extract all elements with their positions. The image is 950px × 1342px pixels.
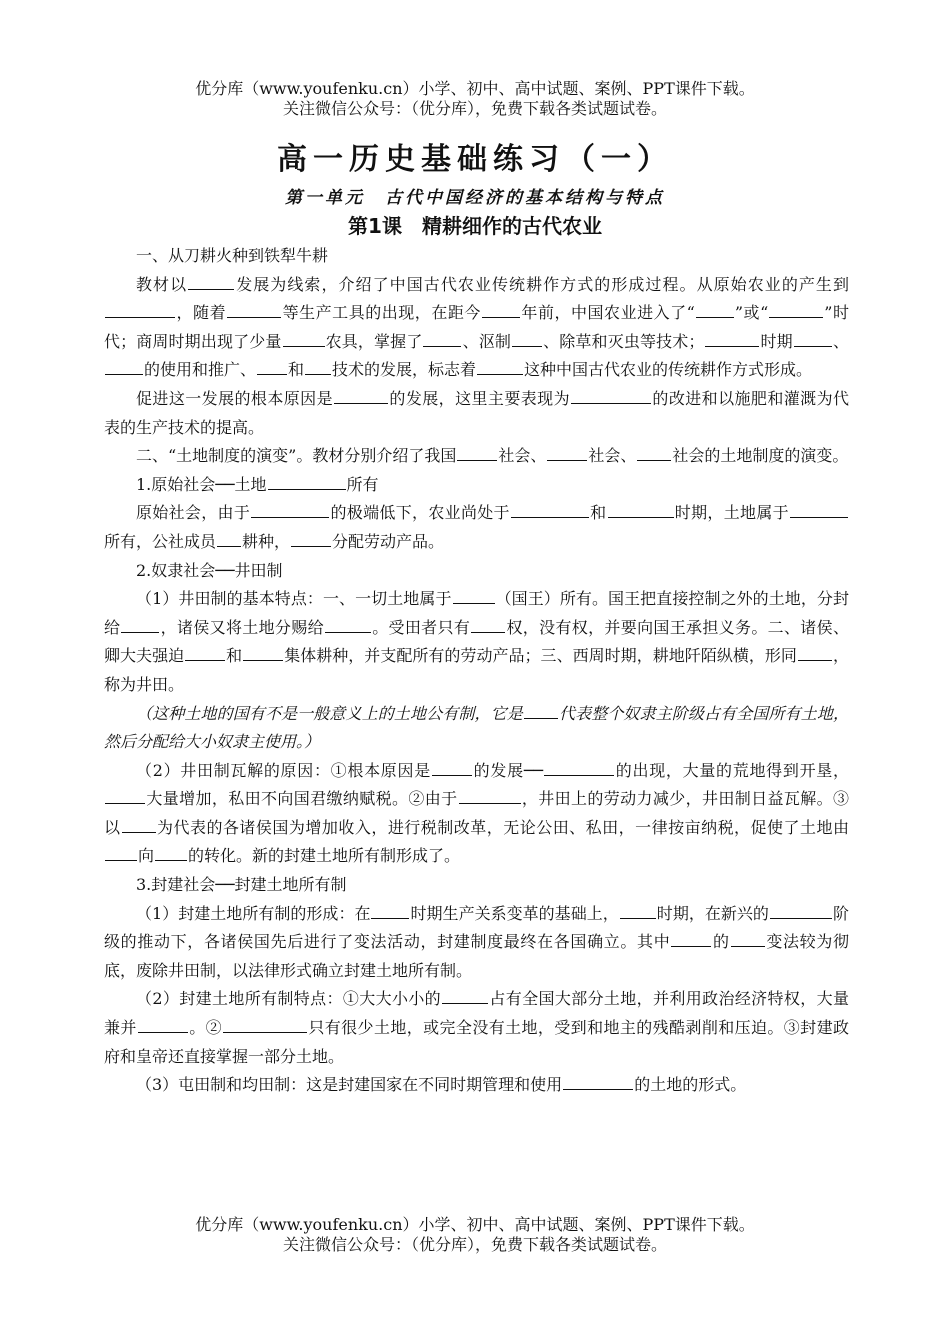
- document-title: 高一历史基础练习（一）: [277, 142, 673, 177]
- blank[interactable]: [121, 631, 159, 633]
- blank[interactable]: [620, 917, 656, 919]
- blank[interactable]: [371, 917, 409, 919]
- blank[interactable]: [188, 288, 234, 290]
- subsection-3-heading: 3.封建社会──封建土地所有制: [136, 875, 347, 895]
- blank[interactable]: [155, 859, 187, 861]
- blank[interactable]: [482, 316, 520, 318]
- blank[interactable]: [325, 631, 371, 633]
- section-1-paragraph-2: 促进这一发展的根本原因是 的发展，这里主要表现为 的改进和以施肥和灌溉为代表的生产技术的提高。: [104, 388, 849, 437]
- blank[interactable]: [524, 717, 558, 719]
- blank[interactable]: [227, 316, 281, 318]
- blank[interactable]: [105, 373, 143, 375]
- blank[interactable]: [334, 402, 388, 404]
- blank[interactable]: [459, 802, 521, 804]
- blank[interactable]: [283, 345, 325, 347]
- subsection-2-paragraph-1: （1）井田制的基本特点：一、一切土地属于 （国王）所有。国王把直接控制之外的土地，分封给 ，诸侯又将土地分赐给 。受田者只有 权，没有权，并要向国王承担义务。二、诸侯、卿大夫强迫 和 集体耕种，并支配所有的劳动产品；三、西周时期，耕地阡陌纵横，形同 ，称为井田。: [104, 589, 849, 694]
- blank[interactable]: [105, 316, 175, 318]
- subsection-3-paragraph-2: （2）封建土地所有制特点：①大大小小的 占有全国大部分土地，并利用政治经济特权，大量兼并 。② 只有很少土地，或完全没有土地，受到和地主的残酷剥削和压迫。③封建政府和皇帝还直接掌握一部分土地。: [104, 989, 849, 1066]
- page-footer: [0, 1215, 950, 1255]
- blank[interactable]: [453, 602, 495, 604]
- blank[interactable]: [185, 659, 225, 661]
- blank[interactable]: [563, 1088, 633, 1090]
- subsection-2-paragraph-2: （2）井田制瓦解的原因：①根本原因是 的发展── 的出现，大量的荒地得到开垦，大量增加，私田不向国君缴纳赋税。②由于 ，井田上的劳动力减少，井田制日益瓦解。③以 为代表的各诸侯国为增加收入，进行税制改革，无论公田、私田，一律按亩纳税，促使了土地由向 的转化。新的封建土地所有制形成了。: [104, 760, 849, 866]
- blank[interactable]: [769, 316, 823, 318]
- footer-line-1: 优分库（www.youfenku.cn）小学、初中、高中试题、案例、PPT课件下载。: [195, 1215, 755, 1234]
- blank[interactable]: [268, 488, 346, 490]
- header-line-1: 优分库（www.youfenku.cn）小学、初中、高中试题、案例、PPT课件下载。: [195, 79, 755, 98]
- blank[interactable]: [432, 774, 472, 776]
- blank[interactable]: [705, 345, 759, 347]
- blank[interactable]: [790, 516, 848, 518]
- blank[interactable]: [696, 316, 734, 318]
- unit-title: 第一单元 古代中国经济的基本结构与特点: [285, 188, 665, 208]
- subsection-1-heading: 1.原始社会──土地 所有: [136, 474, 379, 494]
- blank[interactable]: [138, 1031, 188, 1033]
- subsection-3-paragraph-3: （3）屯田制和均田制：这是封建国家在不同时期管理和使用 的土地的形式。: [136, 1075, 747, 1095]
- page-header: [0, 79, 950, 119]
- blank[interactable]: [423, 345, 461, 347]
- document-body: [104, 242, 849, 1100]
- blank[interactable]: [608, 516, 674, 518]
- section-1-paragraph-1: 教材以 发展为线索，介绍了中国古代农业传统耕作方式的形成过程。从原始农业的产生到，随着 等生产工具的出现，在距今 年前，中国农业进入了“ ”或“ ”时代；商周时期出现了少量 农具，掌握了 、沤制 、除草和灭虫等技术； 时期 、的使用和推广、 和 技术的发展，标志着 这种中国古代农业的传统耕作方式形成。: [104, 274, 849, 380]
- blank[interactable]: [571, 402, 651, 404]
- blank[interactable]: [291, 545, 331, 547]
- blank[interactable]: [637, 459, 671, 461]
- blank[interactable]: [243, 659, 283, 661]
- footer-line-2: 关注微信公众号：（优分库），免费下载各类试题试卷。: [282, 1235, 667, 1254]
- blank[interactable]: [223, 1031, 307, 1033]
- section-1-heading: 一、从刀耕火种到铁犁牛耕: [136, 246, 329, 265]
- blank[interactable]: [770, 917, 832, 919]
- blank[interactable]: [544, 774, 614, 776]
- blank[interactable]: [305, 373, 331, 375]
- blank[interactable]: [457, 459, 497, 461]
- blank[interactable]: [257, 373, 287, 375]
- lesson-title: 第1课 精耕细作的古代农业: [348, 214, 602, 238]
- blank[interactable]: [105, 859, 137, 861]
- blank[interactable]: [477, 373, 523, 375]
- subsection-2-note: （这种土地的国有不是一般意义上的土地公有制，它是 代表整个奴隶主阶级占有全国所有土地，然后分配给大小奴隶主使用。）: [104, 703, 849, 752]
- header-line-2: 关注微信公众号：（优分库），免费下载各类试题试卷。: [282, 99, 667, 118]
- section-2-intro: 二、“土地制度的演变”。教材分别介绍了我国 社会、 社会、 社会的土地制度的演变。: [136, 446, 849, 466]
- blank[interactable]: [794, 345, 832, 347]
- blank[interactable]: [471, 631, 505, 633]
- blank[interactable]: [442, 1002, 488, 1004]
- blank[interactable]: [217, 545, 241, 547]
- blank[interactable]: [798, 659, 832, 661]
- blank[interactable]: [122, 831, 156, 833]
- blank[interactable]: [251, 516, 329, 518]
- subsection-1-paragraph: 原始社会，由于 的极端低下，农业尚处于 和 时期，土地属于所有，公社成员 耕种， 分配劳动产品。: [104, 499, 849, 556]
- blank[interactable]: [512, 345, 542, 347]
- blank[interactable]: [731, 945, 765, 947]
- blank[interactable]: [511, 516, 589, 518]
- blank[interactable]: [547, 459, 587, 461]
- subsection-3-paragraph-1: （1）封建土地所有制的形成：在 时期生产关系变革的基础上， 时期，在新兴的 阶级的推动下，各诸侯国先后进行了变法活动，封建制度最终在各国确立。其中 的 变法较为彻底，废除井田制，以法律形式确立封建土地所有制。: [104, 903, 849, 980]
- subsection-2-heading: 2.奴隶社会──井田制: [136, 560, 283, 580]
- blank[interactable]: [105, 802, 145, 804]
- blank[interactable]: [671, 945, 711, 947]
